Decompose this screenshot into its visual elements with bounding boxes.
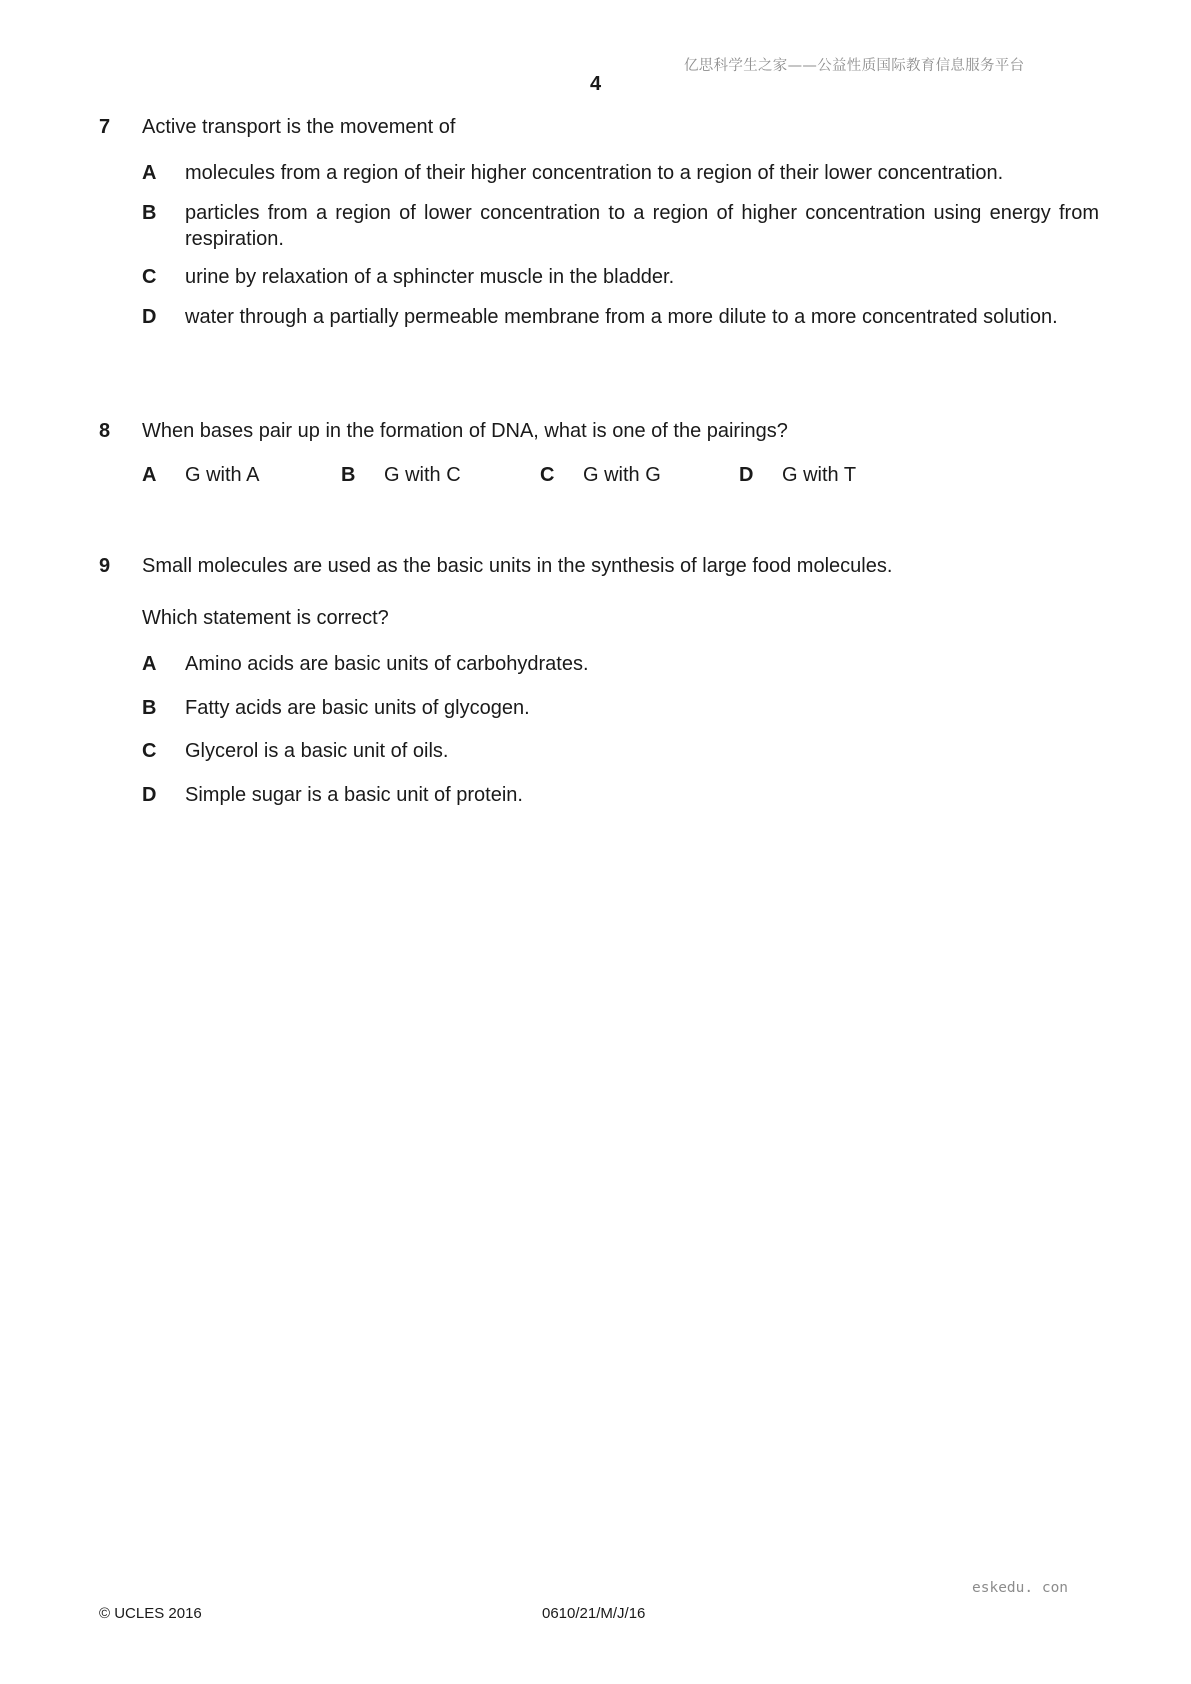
footer-paper-code: 0610/21/M/J/16	[542, 1605, 646, 1622]
option-letter: C	[142, 266, 157, 288]
option-letter: D	[142, 306, 157, 328]
option-letter: C	[540, 464, 555, 486]
option-d	[739, 464, 856, 487]
footer-site-watermark: eskedu. con	[972, 1580, 1069, 1596]
question-number: 9	[99, 555, 111, 577]
header-watermark: 亿思科学生之家——公益性质国际教育信息服务平台	[684, 58, 1025, 74]
option-b	[341, 464, 461, 487]
question-sub-stem: Which statement is correct?	[142, 607, 389, 629]
question-stem: Small molecules are used as the basic units in the synthesis of large food molecules.	[142, 555, 893, 577]
option-text: G with C	[384, 464, 461, 486]
option-text: G with T	[782, 464, 857, 486]
option-letter: B	[341, 464, 356, 486]
option-text: Glycerol is a basic unit of oils.	[185, 740, 449, 762]
option-letter: A	[142, 162, 157, 184]
option-text: Amino acids are basic units of carbohydrates.	[185, 653, 589, 675]
option-letter: B	[142, 202, 157, 224]
option-letter: C	[142, 740, 157, 762]
option-text: Simple sugar is a basic unit of protein.	[185, 784, 523, 806]
option-a	[142, 464, 259, 487]
option-letter: B	[142, 697, 157, 719]
footer-copyright: © UCLES 2016	[99, 1605, 202, 1622]
option-text: water through a partially permeable membrane from a more dilute to a more concentrated solution.	[185, 306, 1058, 328]
page-number: 4	[589, 73, 602, 95]
option-letter: A	[142, 464, 157, 486]
option-letter: A	[142, 653, 157, 675]
option-text: urine by relaxation of a sphincter muscle in the bladder.	[185, 266, 675, 288]
question-number: 7	[99, 116, 111, 138]
option-letter: D	[739, 464, 754, 486]
option-text: G with G	[583, 464, 661, 486]
option-c	[540, 464, 661, 487]
option-text: particles from a region of lower concentration to a region of higher concentration using energy from respiration.	[185, 202, 1099, 250]
option-text: Fatty acids are basic units of glycogen.	[185, 697, 530, 719]
option-letter: D	[142, 784, 157, 806]
question-stem: Active transport is the movement of	[142, 116, 456, 138]
option-text: molecules from a region of their higher concentration to a region of their lower concentration.	[185, 162, 1004, 184]
question-number: 8	[99, 420, 111, 442]
option-text: G with A	[185, 464, 260, 486]
question-stem: When bases pair up in the formation of DNA, what is one of the pairings?	[142, 420, 788, 442]
